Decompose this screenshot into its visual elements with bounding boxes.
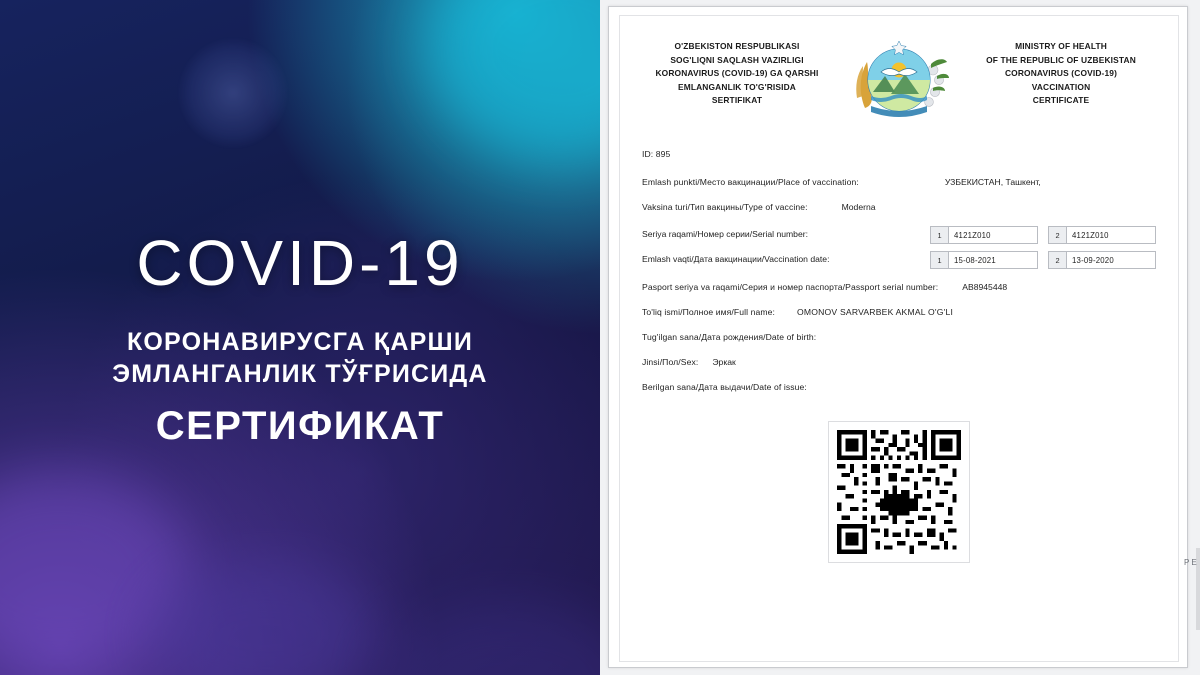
header-uz-line-1: O'ZBEKISTON RESPUBLIKASI bbox=[674, 41, 800, 51]
header-text-english bbox=[966, 40, 1156, 108]
header-uz-line-4: EMLANGANLIK TO'G'RISIDA bbox=[677, 81, 796, 92]
fullname-label: To'liq ismi/Полное имя/Full name: bbox=[642, 307, 776, 317]
date-box-2-value: 13-09-2020 bbox=[1072, 255, 1114, 265]
qr-code-icon[interactable] bbox=[837, 429, 961, 555]
certificate-body bbox=[620, 126, 1178, 563]
serial-boxes bbox=[930, 226, 1156, 244]
serial-label: Seriya raqami/Номер серии/Serial number: bbox=[642, 229, 808, 239]
serial-box-1-value: 4121Z010 bbox=[954, 230, 991, 240]
header-uz-line-5: SERTIFIKAT bbox=[711, 95, 763, 106]
issue-label: Berilgan sana/Дата выдачи/Date of issue: bbox=[642, 382, 807, 392]
qr-code-frame bbox=[828, 421, 970, 563]
certificate-header bbox=[620, 16, 1178, 126]
covid-subtitle bbox=[112, 326, 487, 390]
field-id bbox=[620, 148, 1178, 160]
passport-value: AB8945448 bbox=[962, 282, 1008, 292]
place-label: Emlash punkti/Место вакцинации/Place of vaccination: bbox=[642, 177, 859, 187]
birth-label: Tug'ilgan sana/Дата рождения/Date of birth: bbox=[642, 332, 817, 342]
date-boxes bbox=[930, 251, 1156, 269]
viewer-edge-text: P E bbox=[1184, 558, 1197, 567]
date-box-2 bbox=[1048, 251, 1156, 269]
field-passport-number bbox=[620, 281, 1178, 293]
covid-certificate-word: СЕРТИФИКАТ bbox=[155, 404, 445, 448]
header-en-line-1: MINISTRY OF HEALTH bbox=[1015, 41, 1107, 51]
field-serial-number bbox=[620, 226, 1178, 242]
header-uz-line-2: SOG'LIQNI SAQLASH VAZIRLIGI bbox=[670, 54, 804, 65]
document-viewer bbox=[600, 0, 1200, 675]
header-en-line-2: OF THE REPUBLIC OF UZBEKISTAN bbox=[986, 54, 1136, 65]
uzbekistan-state-emblem-icon bbox=[847, 36, 951, 126]
place-value: УЗБЕКИСТАН, Ташкент, bbox=[944, 177, 1041, 187]
vaccine-value: Moderna bbox=[841, 202, 876, 212]
field-date-of-issue bbox=[620, 381, 1178, 393]
field-vaccine-type bbox=[620, 201, 1178, 213]
serial-box-1-index: 1 bbox=[931, 227, 949, 243]
sex-value: Эркак bbox=[712, 357, 736, 367]
covid-subtitle-line2: ЭМЛАНГАНЛИК ТЎҒРИСИДА bbox=[112, 360, 488, 388]
id-label: ID: 895 bbox=[642, 149, 671, 159]
field-place-of-vaccination bbox=[620, 176, 1178, 188]
covid-subtitle-line1: КОРОНАВИРУСГА ҚАРШИ bbox=[126, 328, 474, 356]
field-vaccination-date bbox=[620, 251, 1178, 267]
serial-box-2-index: 2 bbox=[1049, 227, 1067, 243]
date-box-1-value: 15-08-2021 bbox=[954, 255, 996, 265]
field-date-of-birth bbox=[620, 331, 1178, 343]
field-full-name bbox=[620, 306, 1178, 318]
qr-code-area bbox=[620, 421, 1178, 563]
sex-label: Jinsi/Пол/Sex: bbox=[642, 357, 699, 367]
document-frame bbox=[608, 6, 1188, 668]
passport-label: Pasport seriya va raqami/Серия и номер паспорта/Passport serial number: bbox=[642, 282, 939, 292]
serial-box-2 bbox=[1048, 226, 1156, 244]
serial-box-2-value: 4121Z010 bbox=[1072, 230, 1109, 240]
date-box-1 bbox=[930, 251, 1038, 269]
vaccine-label: Vaksina turi/Тип вакцины/Type of vaccine: bbox=[642, 202, 808, 212]
field-sex bbox=[620, 356, 1178, 368]
serial-box-1 bbox=[930, 226, 1038, 244]
header-en-line-3: CORONAVIRUS (COVID-19) bbox=[1004, 68, 1118, 79]
date-label: Emlash vaqti/Дата вакцинации/Vaccination date: bbox=[642, 254, 830, 264]
header-uz-line-3: KORONAVIRUS (COVID-19) GA QARSHI bbox=[655, 68, 819, 79]
header-en-line-5: CERTIFICATE bbox=[1032, 95, 1090, 106]
header-en-line-4: VACCINATION bbox=[1031, 81, 1091, 92]
date-box-2-index: 2 bbox=[1049, 252, 1067, 268]
certificate-page bbox=[619, 15, 1179, 662]
date-box-1-index: 1 bbox=[931, 252, 949, 268]
covid-title: COVID-19 bbox=[136, 227, 464, 299]
header-text-uzbek bbox=[642, 40, 832, 108]
fullname-value: OMONOV SARVARBEK AKMAL O'G'LI bbox=[797, 307, 954, 317]
